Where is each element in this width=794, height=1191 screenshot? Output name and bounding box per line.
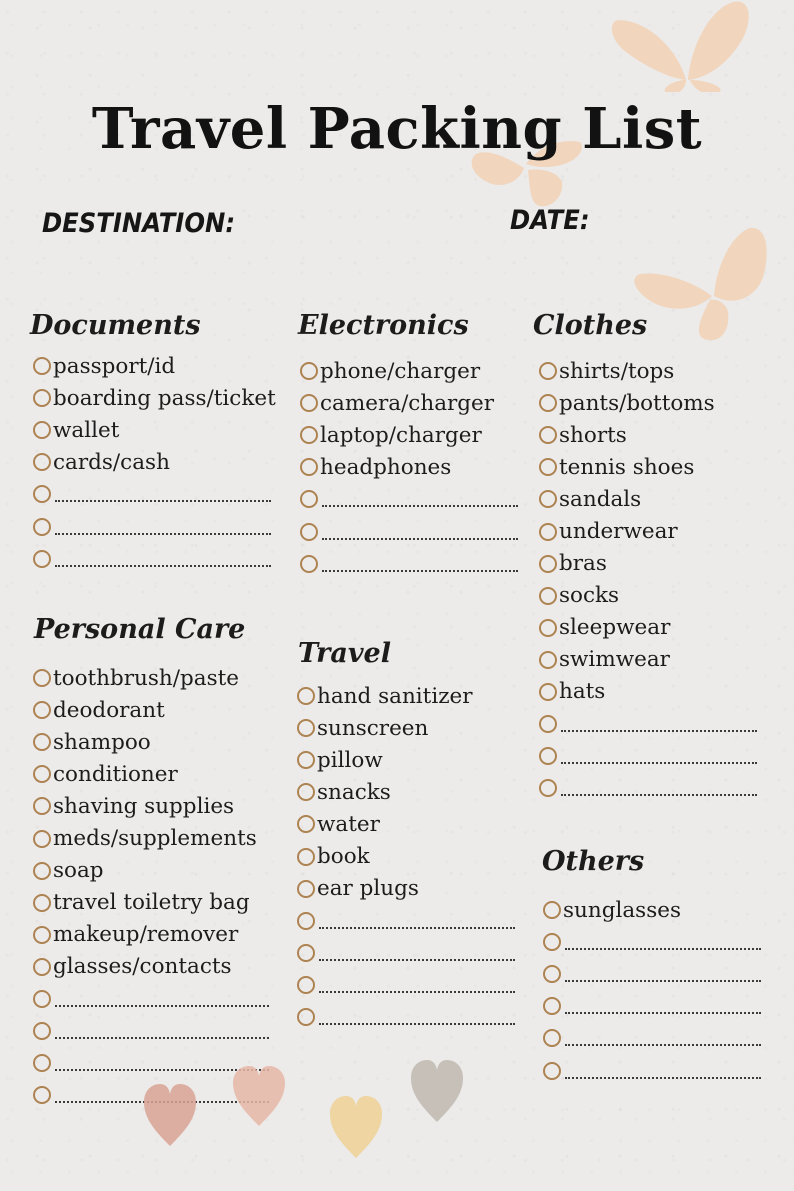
circle-checkbox-icon[interactable] [297, 848, 315, 866]
item-label: headphones [320, 454, 452, 480]
circle-checkbox-icon[interactable] [33, 990, 51, 1008]
list-item [539, 676, 757, 708]
circle-checkbox-icon[interactable] [543, 997, 561, 1015]
circle-checkbox-icon[interactable] [33, 1054, 51, 1072]
list-item [539, 387, 757, 419]
item-label: sunglasses [563, 897, 682, 923]
others-list [543, 894, 761, 1087]
circle-checkbox-icon[interactable] [300, 362, 318, 380]
section-heading-electronics: Electronics [298, 310, 469, 341]
item-label: phone/charger [320, 358, 481, 384]
date-label: DATE: [510, 205, 590, 236]
circle-checkbox-icon[interactable] [33, 485, 51, 503]
list-item [297, 905, 515, 937]
list-item [300, 419, 518, 451]
circle-checkbox-icon[interactable] [539, 587, 557, 605]
item-label: underwear [559, 519, 678, 545]
item-label: makeup/remover [53, 922, 239, 948]
list-item [300, 515, 518, 547]
circle-checkbox-icon[interactable] [33, 1022, 51, 1040]
list-item [300, 387, 518, 419]
item-label: shampoo [53, 729, 151, 755]
travel-list [297, 680, 515, 1033]
list-item [33, 855, 269, 887]
item-label: shaving supplies [53, 793, 235, 819]
list-item [33, 510, 276, 542]
item-label: camera/charger [320, 390, 495, 416]
list-item [33, 543, 276, 575]
section-heading-clothes: Clothes [533, 310, 648, 341]
list-item [33, 726, 269, 758]
circle-checkbox-icon[interactable] [297, 1008, 315, 1026]
item-label: conditioner [53, 761, 178, 787]
circle-checkbox-icon[interactable] [297, 944, 315, 962]
circle-checkbox-icon[interactable] [543, 965, 561, 983]
blank-write-line[interactable] [565, 1063, 761, 1079]
item-label: hand sanitizer [317, 683, 473, 709]
blank-write-line[interactable] [55, 486, 271, 502]
list-item [539, 483, 757, 515]
item-label: hats [559, 679, 606, 705]
item-label: meds/supplements [53, 826, 257, 852]
circle-checkbox-icon[interactable] [33, 765, 51, 783]
circle-checkbox-icon[interactable] [33, 958, 51, 976]
circle-checkbox-icon[interactable] [297, 687, 315, 705]
electronics-list [300, 355, 518, 580]
circle-checkbox-icon[interactable] [539, 555, 557, 573]
circle-checkbox-icon[interactable] [297, 912, 315, 930]
blank-write-line[interactable] [565, 1030, 761, 1046]
blank-write-line[interactable] [319, 977, 515, 993]
heart-icon [233, 1066, 285, 1126]
circle-checkbox-icon[interactable] [33, 926, 51, 944]
circle-checkbox-icon[interactable] [539, 362, 557, 380]
circle-checkbox-icon[interactable] [300, 394, 318, 412]
circle-checkbox-icon[interactable] [33, 518, 51, 536]
item-label: deodorant [53, 697, 165, 723]
blank-write-line[interactable] [322, 491, 518, 507]
circle-checkbox-icon[interactable] [297, 751, 315, 769]
blank-write-line[interactable] [322, 556, 518, 572]
list-item [539, 612, 757, 644]
list-item [33, 446, 276, 478]
section-heading-travel: Travel [298, 638, 391, 669]
list-item [300, 451, 518, 483]
circle-checkbox-icon[interactable] [539, 619, 557, 637]
list-item [539, 548, 757, 580]
list-item [543, 990, 761, 1022]
blank-write-line[interactable] [561, 716, 757, 732]
list-item [297, 1001, 515, 1033]
item-label: sandals [559, 486, 642, 512]
circle-checkbox-icon[interactable] [297, 719, 315, 737]
circle-checkbox-icon[interactable] [33, 669, 51, 687]
item-label: shirts/tops [559, 358, 675, 384]
blank-write-line[interactable] [319, 1009, 515, 1025]
list-item [33, 694, 269, 726]
item-label: passport/id [53, 353, 176, 379]
item-label: water [317, 811, 380, 837]
blank-write-line[interactable] [319, 945, 515, 961]
clothes-list [539, 355, 757, 804]
item-label: tennis shoes [559, 454, 695, 480]
blank-write-line[interactable] [55, 1023, 269, 1039]
list-item [33, 919, 269, 951]
item-label: pants/bottoms [559, 390, 715, 416]
circle-checkbox-icon[interactable] [33, 421, 51, 439]
circle-checkbox-icon[interactable] [543, 1029, 561, 1047]
blank-write-line[interactable] [565, 998, 761, 1014]
list-item [33, 887, 269, 919]
circle-checkbox-icon[interactable] [539, 490, 557, 508]
item-label: glasses/contacts [53, 954, 232, 980]
circle-checkbox-icon[interactable] [539, 458, 557, 476]
circle-checkbox-icon[interactable] [300, 555, 318, 573]
circle-checkbox-icon[interactable] [539, 651, 557, 669]
list-item [33, 478, 276, 510]
list-item [33, 1015, 269, 1047]
item-label: shorts [559, 422, 627, 448]
item-label: pillow [317, 747, 383, 773]
list-item [539, 708, 757, 740]
butterfly-icon [632, 226, 770, 342]
item-label: swimwear [559, 647, 670, 673]
list-item [539, 355, 757, 387]
circle-checkbox-icon[interactable] [33, 550, 51, 568]
section-heading-others: Others [542, 846, 645, 877]
list-item [297, 680, 515, 712]
list-item [33, 350, 276, 382]
list-item [297, 873, 515, 905]
list-item [33, 382, 276, 414]
item-label: toothbrush/paste [53, 665, 240, 691]
blank-write-line[interactable] [565, 934, 761, 950]
section-heading-documents: Documents [30, 310, 201, 341]
circle-checkbox-icon[interactable] [539, 683, 557, 701]
list-item [297, 744, 515, 776]
circle-checkbox-icon[interactable] [33, 701, 51, 719]
list-item [33, 983, 269, 1015]
page-title: Travel Packing List [91, 96, 703, 162]
list-item [33, 951, 269, 983]
list-item [297, 776, 515, 808]
list-item [543, 1022, 761, 1054]
list-item [33, 662, 269, 694]
circle-checkbox-icon[interactable] [297, 783, 315, 801]
list-item [539, 419, 757, 451]
blank-write-line[interactable] [322, 524, 518, 540]
list-item [297, 969, 515, 1001]
circle-checkbox-icon[interactable] [543, 933, 561, 951]
blank-write-line[interactable] [55, 519, 271, 535]
documents-list [33, 350, 276, 575]
circle-checkbox-icon[interactable] [539, 426, 557, 444]
circle-checkbox-icon[interactable] [543, 901, 561, 919]
item-label: ear plugs [317, 876, 419, 902]
list-item [33, 822, 269, 854]
circle-checkbox-icon[interactable] [539, 715, 557, 733]
list-item [300, 355, 518, 387]
circle-checkbox-icon[interactable] [297, 880, 315, 898]
item-label: laptop/charger [320, 422, 482, 448]
list-item [539, 580, 757, 612]
circle-checkbox-icon[interactable] [33, 862, 51, 880]
circle-checkbox-icon[interactable] [33, 357, 51, 375]
item-label: soap [53, 858, 104, 884]
blank-write-line[interactable] [319, 913, 515, 929]
circle-checkbox-icon[interactable] [300, 426, 318, 444]
list-item [543, 1054, 761, 1086]
list-item [33, 414, 276, 446]
circle-checkbox-icon[interactable] [539, 747, 557, 765]
list-item [300, 483, 518, 515]
item-label: sleepwear [559, 615, 671, 641]
item-label: snacks [317, 779, 391, 805]
list-item [539, 515, 757, 547]
circle-checkbox-icon[interactable] [300, 490, 318, 508]
list-item [297, 937, 515, 969]
blank-write-line[interactable] [55, 991, 269, 1007]
circle-checkbox-icon[interactable] [300, 458, 318, 476]
list-item [539, 451, 757, 483]
list-item [543, 926, 761, 958]
item-label: socks [559, 583, 620, 609]
heart-icon [144, 1084, 196, 1146]
list-item [33, 758, 269, 790]
list-item [297, 840, 515, 872]
circle-checkbox-icon[interactable] [33, 830, 51, 848]
circle-checkbox-icon[interactable] [300, 523, 318, 541]
blank-write-line[interactable] [561, 748, 757, 764]
circle-checkbox-icon[interactable] [297, 976, 315, 994]
blank-write-line[interactable] [55, 551, 271, 567]
personal-care-list [33, 662, 269, 1111]
section-heading-personal-care: Personal Care [34, 614, 246, 645]
list-item [297, 712, 515, 744]
item-label: travel toiletry bag [53, 890, 250, 916]
list-item [297, 808, 515, 840]
list-item [300, 548, 518, 580]
circle-checkbox-icon[interactable] [33, 389, 51, 407]
circle-checkbox-icon[interactable] [33, 733, 51, 751]
list-item [543, 894, 761, 926]
circle-checkbox-icon[interactable] [539, 523, 557, 541]
item-label: cards/cash [53, 449, 170, 475]
circle-checkbox-icon[interactable] [33, 453, 51, 471]
item-label: boarding pass/ticket [53, 385, 276, 411]
blank-write-line[interactable] [565, 966, 761, 982]
circle-checkbox-icon[interactable] [33, 894, 51, 912]
item-label: book [317, 844, 370, 870]
destination-label: DESTINATION: [42, 208, 236, 239]
heart-icon [411, 1060, 463, 1122]
list-item [539, 644, 757, 676]
circle-checkbox-icon[interactable] [543, 1062, 561, 1080]
circle-checkbox-icon[interactable] [33, 1086, 51, 1104]
circle-checkbox-icon[interactable] [297, 815, 315, 833]
item-label: wallet [53, 417, 120, 443]
item-label: bras [559, 551, 607, 577]
item-label: sunscreen [317, 715, 429, 741]
circle-checkbox-icon[interactable] [539, 779, 557, 797]
circle-checkbox-icon[interactable] [539, 394, 557, 412]
list-item [543, 958, 761, 990]
heart-icon [330, 1096, 382, 1158]
list-item [539, 740, 757, 772]
list-item [539, 772, 757, 804]
list-item [33, 790, 269, 822]
butterfly-icon [608, 0, 754, 92]
circle-checkbox-icon[interactable] [33, 797, 51, 815]
blank-write-line[interactable] [561, 780, 757, 796]
